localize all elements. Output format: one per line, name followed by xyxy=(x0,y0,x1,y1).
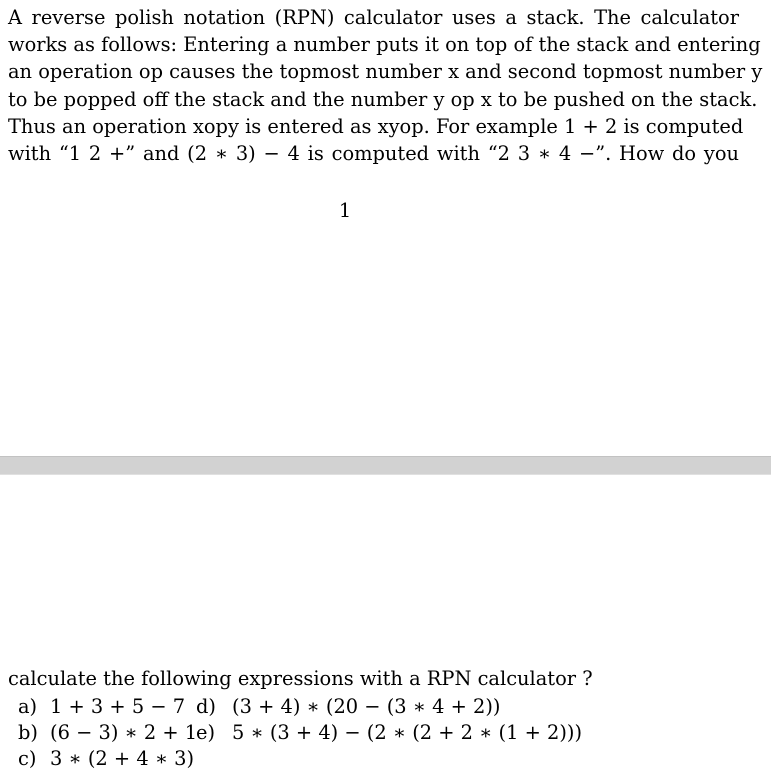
document-page-2 xyxy=(0,475,771,778)
expression: (3 + 4) ∗ (20 − (3 ∗ 4 + 2)) xyxy=(232,695,501,718)
expression-row xyxy=(18,720,582,746)
problem-paragraph xyxy=(8,4,763,167)
expression-row xyxy=(18,746,582,772)
paragraph-line: A reverse polish notation (RPN) calculator uses a stack. The calculator xyxy=(8,6,739,29)
continuation-text: calculate the following expressions with a RPN calculator ? xyxy=(8,667,593,690)
expression-label: d) xyxy=(196,695,216,718)
expression: 3 ∗ (2 + 4 ∗ 3) xyxy=(50,747,195,770)
page-number: 1 xyxy=(338,199,352,222)
page-separator xyxy=(0,456,771,475)
expression-label xyxy=(196,746,232,772)
expression-list xyxy=(18,694,582,772)
paragraph-line: Thus an operation xopy is entered as xyop. For example 1 + 2 is computed xyxy=(8,114,744,138)
expression-label: c) xyxy=(18,747,37,770)
expression-label: a) xyxy=(18,695,38,718)
paragraph-line: an operation op causes the topmost number x and second topmost number y xyxy=(8,60,763,84)
paragraph-line: with “1 2 +” and (2 ∗ 3) − 4 is computed with “2 3 ∗ 4 −”. How do you xyxy=(8,142,739,166)
paragraph-line: works as follows: Entering a number puts it on top of the stack and entering xyxy=(8,33,761,57)
expression: 5 ∗ (3 + 4) − (2 ∗ (2 + 2 ∗ (1 + 2))) xyxy=(232,721,583,744)
expression-label: e) xyxy=(196,721,216,744)
expression-row xyxy=(18,694,582,720)
expression-label: b) xyxy=(18,721,38,744)
expression: (6 − 3) ∗ 2 + 1 xyxy=(50,721,198,744)
paragraph-line: to be popped off the stack and the number y op x to be pushed on the stack. xyxy=(8,87,758,111)
expression: 1 + 3 + 5 − 7 xyxy=(50,695,186,718)
